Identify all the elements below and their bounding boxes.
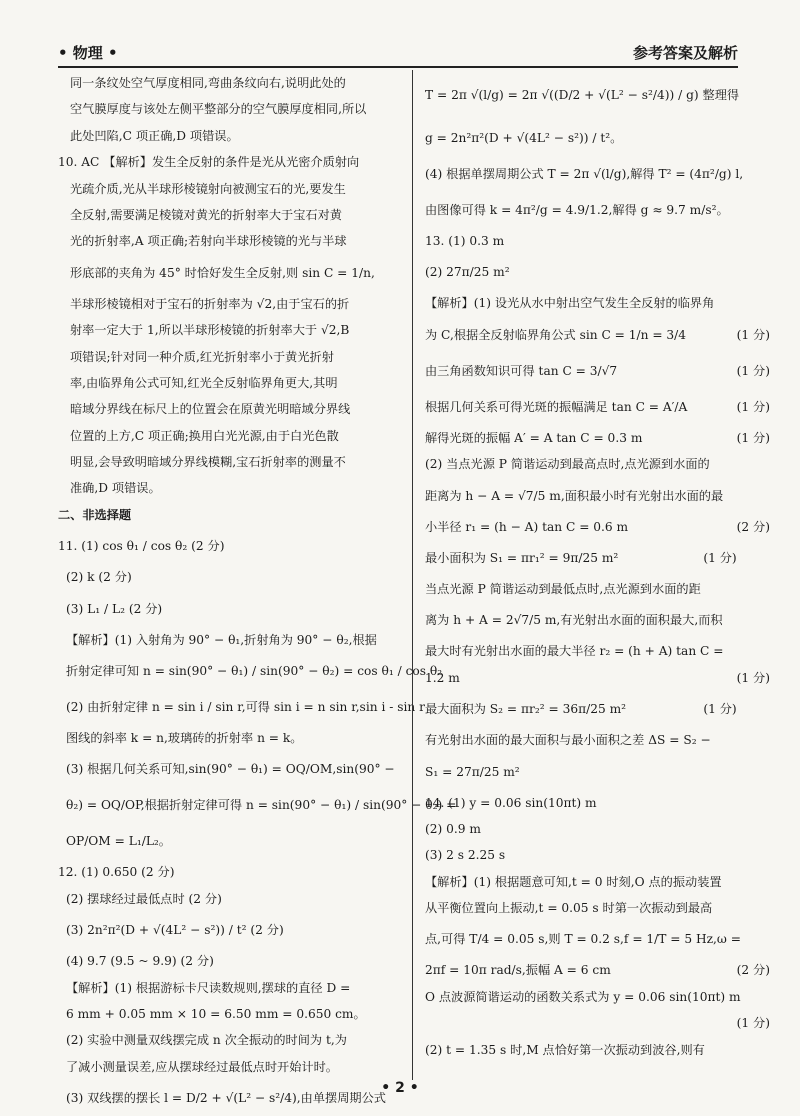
text-line: [425, 389, 770, 425]
line-text: 1.2 m: [425, 670, 460, 685]
text-line: [425, 984, 770, 1010]
line-text: 【解析】(1) 设光从水中射出空气发生全反射的临界角: [425, 296, 715, 311]
line-text: 由三角函数知识可得 tan C = 3/√7: [425, 363, 618, 378]
line-text: (2) 0.9 m: [425, 821, 481, 836]
line-text: 光的折射率,A 项正确;若射向半球形棱镜的光与半球: [70, 234, 347, 249]
line-text: 6 mm + 0.05 mm × 10 = 6.50 mm = 0.650 cm。: [66, 1006, 366, 1021]
text-line: [425, 602, 770, 638]
text-line: [425, 869, 770, 895]
text-line: [425, 317, 770, 353]
text-line: [58, 423, 403, 449]
line-text: 二、非选择题: [58, 507, 132, 522]
line-text: S₁ = 27π/25 m²: [425, 764, 520, 779]
line-text: (2) 当点光源 P 简谐运动到最高点时,点光源到水面的: [425, 457, 710, 472]
text-line: [58, 70, 403, 96]
score-label: (1 分): [736, 430, 770, 445]
line-text: (3) L₁ / L₂ (2 分): [66, 601, 163, 616]
line-text: (4) 根据单摆周期公式 T = 2π √(l/g),解得 T² = (4π²/g) l,: [425, 167, 744, 181]
text-line: [425, 451, 770, 477]
text-line: [58, 591, 403, 627]
page-header: [58, 40, 738, 68]
text-line: [58, 228, 403, 254]
line-text: 全反射,需要满足棱镜对黄光的折射率大于宝石对黄: [70, 207, 342, 222]
text-line: [425, 514, 770, 540]
line-text: (3) 2 s 2.25 s: [425, 848, 506, 863]
line-text: 最大面积为 S₂ = πr₂² = 36π/25 m²: [425, 702, 627, 717]
line-text: 2πf = 10π rad/s,振幅 A = 6 cm: [425, 963, 611, 978]
line-text: 距离为 h − A = √7/5 m,面积最小时有光射出水面的最: [425, 488, 724, 503]
line-text: 同一条纹处空气厚度相同,弯曲条纹向右,说明此处的: [70, 76, 346, 90]
line-text: 此处凹陷,C 项正确,D 项错误。: [70, 128, 239, 143]
text-line: [425, 478, 770, 514]
line-text: 位置的上方,C 项正确;换用白光光源,由于白光色散: [70, 428, 339, 443]
text-line: [425, 842, 770, 868]
line-text: 准确,D 项错误。: [70, 481, 161, 496]
line-text: 折射定律可知 n = sin(90° − θ₁) / sin(90° − θ₂) = cos θ₁ / cos θ₂: [66, 664, 443, 679]
text-line: [58, 564, 403, 590]
text-line: [58, 202, 403, 228]
line-text: 图线的斜率 k = n,玻璃砖的折射率 n = k。: [66, 731, 303, 746]
text-line: [425, 120, 770, 156]
line-text: (2) 实验中测量双线摆完成 n 次全振动的时间为 t,为: [66, 1033, 347, 1048]
page-number: • 2 •: [381, 1080, 419, 1096]
text-line: [425, 895, 770, 921]
line-text: (2) 27π/25 m²: [425, 265, 510, 280]
text-line: [58, 689, 425, 725]
text-line: [425, 576, 770, 602]
text-line: [58, 1001, 403, 1027]
text-line: [58, 912, 403, 948]
score-label: (1 分): [736, 363, 770, 378]
text-line: [425, 156, 770, 192]
score-label: (1 分): [736, 327, 770, 342]
text-line: [425, 816, 770, 842]
text-line: [425, 192, 770, 228]
score-label: (1 分): [703, 702, 737, 717]
text-line: [425, 921, 770, 957]
text-line: [425, 727, 770, 753]
line-text: 【解析】(1) 根据游标卡尺读数规则,摆球的直径 D =: [66, 980, 351, 995]
score-label: (1 分): [736, 399, 770, 414]
line-text: 率,由临界角公式可知,红光全反射临界角更大,其明: [70, 375, 338, 390]
line-text: (2) 摆球经过最低点时 (2 分): [66, 891, 222, 906]
line-text: 为 C,根据全反射临界角公式 sin C = 1/n = 3/4: [425, 327, 687, 342]
text-line: [425, 957, 770, 983]
text-line: [58, 627, 403, 653]
text-line: [425, 425, 770, 451]
text-line: [58, 255, 403, 291]
text-line: [58, 449, 403, 475]
line-text: θ₂) = OQ/OP,根据折射定律可得 n = sin(90° − θ₁) / sin(90° − θ₂) =: [66, 798, 457, 813]
score-label: (2 分): [736, 963, 770, 978]
score-label: (1 分): [736, 1016, 770, 1031]
line-text: 暗域分界线在标尺上的位置会在原黄光明暗域分界线: [70, 402, 351, 417]
text-line: [425, 665, 770, 691]
line-text: 最小面积为 S₁ = πr₁² = 9π/25 m²: [425, 550, 619, 565]
line-text: 13. (1) 0.3 m: [425, 234, 505, 248]
line-text: 射率一定大于 1,所以半球形棱镜的折射率大于 √2,B: [70, 323, 350, 338]
line-text: 形底部的夹角为 45° 时恰好发生全反射,则 sin C = 1/n,: [70, 265, 375, 280]
text-line: [58, 149, 403, 175]
text-line: [425, 540, 770, 576]
line-text: 【解析】(1) 入射角为 90° − θ₁,折射角为 90° − θ₂,根据: [66, 632, 377, 647]
line-text: 解得光斑的振幅 A′ = A tan C = 0.3 m: [425, 430, 643, 445]
text-line: [58, 751, 403, 787]
text-line: [58, 475, 403, 501]
section-title: 参考答案及解析: [632, 44, 738, 62]
text-line: [58, 787, 457, 823]
line-text: g = 2n²π²(D + √(4L² − s²)) / t²。: [425, 131, 623, 145]
line-text: O 点波源简谐运动的函数关系式为 y = 0.06 sin(10πt) m: [425, 989, 741, 1004]
text-line: [58, 96, 403, 122]
text-line: [58, 396, 403, 422]
text-line: [58, 886, 403, 912]
line-text: (3) 2n²π²(D + √(4L² − s²)) / t² (2 分): [66, 923, 284, 938]
line-text: 14. (1) y = 0.06 sin(10πt) m: [425, 795, 597, 810]
line-text: 11. (1) cos θ₁ / cos θ₂ (2 分): [58, 539, 225, 554]
line-text: 根据几何关系可得光斑的振幅满足 tan C = A′/A: [425, 399, 688, 414]
line-text: T = 2π √(l/g) = 2π √((D/2 + √(L² − s²/4)) / g) 整理得: [425, 88, 740, 102]
subject-label: • 物理 •: [58, 44, 118, 62]
text-line: [58, 176, 403, 202]
score-label: (2 分): [736, 519, 770, 534]
line-text: 半球形棱镜相对于宝石的折射率为 √2,由于宝石的折: [70, 296, 350, 311]
line-text: 从平衡位置向上振动,t = 0.05 s 时第一次振动到最高: [425, 901, 713, 916]
line-text: 【解析】(1) 根据题意可知,t = 0 时刻,O 点的振动装置: [425, 874, 722, 889]
line-text: 离为 h + A = 2√7/5 m,有光射出水面的面积最大,而积: [425, 613, 723, 628]
text-line: [425, 353, 770, 389]
text-line: [425, 638, 770, 664]
right-column: [425, 70, 770, 1063]
text-line: [425, 228, 770, 254]
line-text: (3) 双线摆的摆长 l = D/2 + √(L² − s²/4),由单摆周期公式: [66, 1091, 386, 1106]
line-text: 由图像可得 k = 4π²/g = 4.9/1.2,解得 g ≈ 9.7 m/s²。: [425, 203, 729, 217]
text-line: [58, 528, 403, 564]
line-text: 项错误;针对同一种介质,红光折射率小于黄光折射: [70, 349, 334, 364]
line-text: 有光射出水面的最大面积与最小面积之差 ΔS = S₂ −: [425, 733, 711, 748]
line-text: 12. (1) 0.650 (2 分): [58, 865, 175, 880]
text-line: [58, 502, 403, 528]
line-text: 10. AC 【解析】发生全反射的条件是光从光密介质射向: [58, 155, 360, 170]
score-label: (1 分): [703, 550, 737, 565]
line-text: 明显,会导致明暗域分界线模糊,宝石折射率的测量不: [70, 455, 346, 470]
line-text: 光疏介质,光从半球形棱镜射向被测宝石的光,要发生: [70, 181, 346, 196]
text-line: [425, 691, 770, 727]
text-line: [425, 70, 770, 120]
text-line: [58, 1027, 403, 1053]
text-line: [58, 948, 403, 974]
text-line: [58, 291, 403, 317]
text-line: [425, 1037, 770, 1063]
line-text: 最大时有光射出水面的最大半径 r₂ = (h + A) tan C =: [425, 644, 724, 659]
line-text: (3) 根据几何关系可知,sin(90° − θ₁) = OQ/OM,sin(90° −: [66, 762, 395, 777]
text-line: [58, 344, 403, 370]
score-label: (1 分): [736, 670, 770, 685]
line-text: 当点光源 P 简谐运动到最低点时,点光源到水面的距: [425, 581, 701, 596]
line-text: 点,可得 T/4 = 0.05 s,则 T = 0.2 s,f = 1/T = 5 Hz,ω =: [425, 932, 741, 947]
text-line: [425, 1010, 770, 1036]
text-line: [425, 290, 770, 316]
line-text: (4) 9.7 (9.5 ~ 9.9) (2 分): [66, 954, 214, 969]
line-text: 小半径 r₁ = (h − A) tan C = 0.6 m: [425, 519, 629, 534]
text-line: [58, 123, 403, 149]
text-line: [425, 254, 770, 290]
text-line: [58, 317, 403, 343]
text-line: [58, 1054, 403, 1080]
line-text: (2) k (2 分): [66, 570, 132, 585]
line-text: (2) 由折射定律 n = sin i / sin r,可得 sin i = n sin r,sin i - sin r: [66, 700, 425, 715]
line-text: OP/OM = L₁/L₂。: [66, 834, 171, 849]
line-text: 了减小测量误差,应从摆球经过最低点时开始计时。: [66, 1059, 338, 1074]
line-text: 空气膜厚度与该处左侧平整部分的空气膜厚度相同,所以: [70, 102, 367, 117]
text-line: [58, 370, 403, 396]
line-text: (2) t = 1.35 s 时,M 点恰好第一次振动到波谷,则有: [425, 1042, 705, 1057]
text-line: [58, 859, 403, 885]
text-line: [425, 790, 770, 816]
text-line: [58, 975, 403, 1001]
text-line: [58, 823, 403, 859]
text-line: [58, 725, 403, 751]
column-divider: [412, 70, 413, 1080]
text-line: [425, 754, 770, 790]
